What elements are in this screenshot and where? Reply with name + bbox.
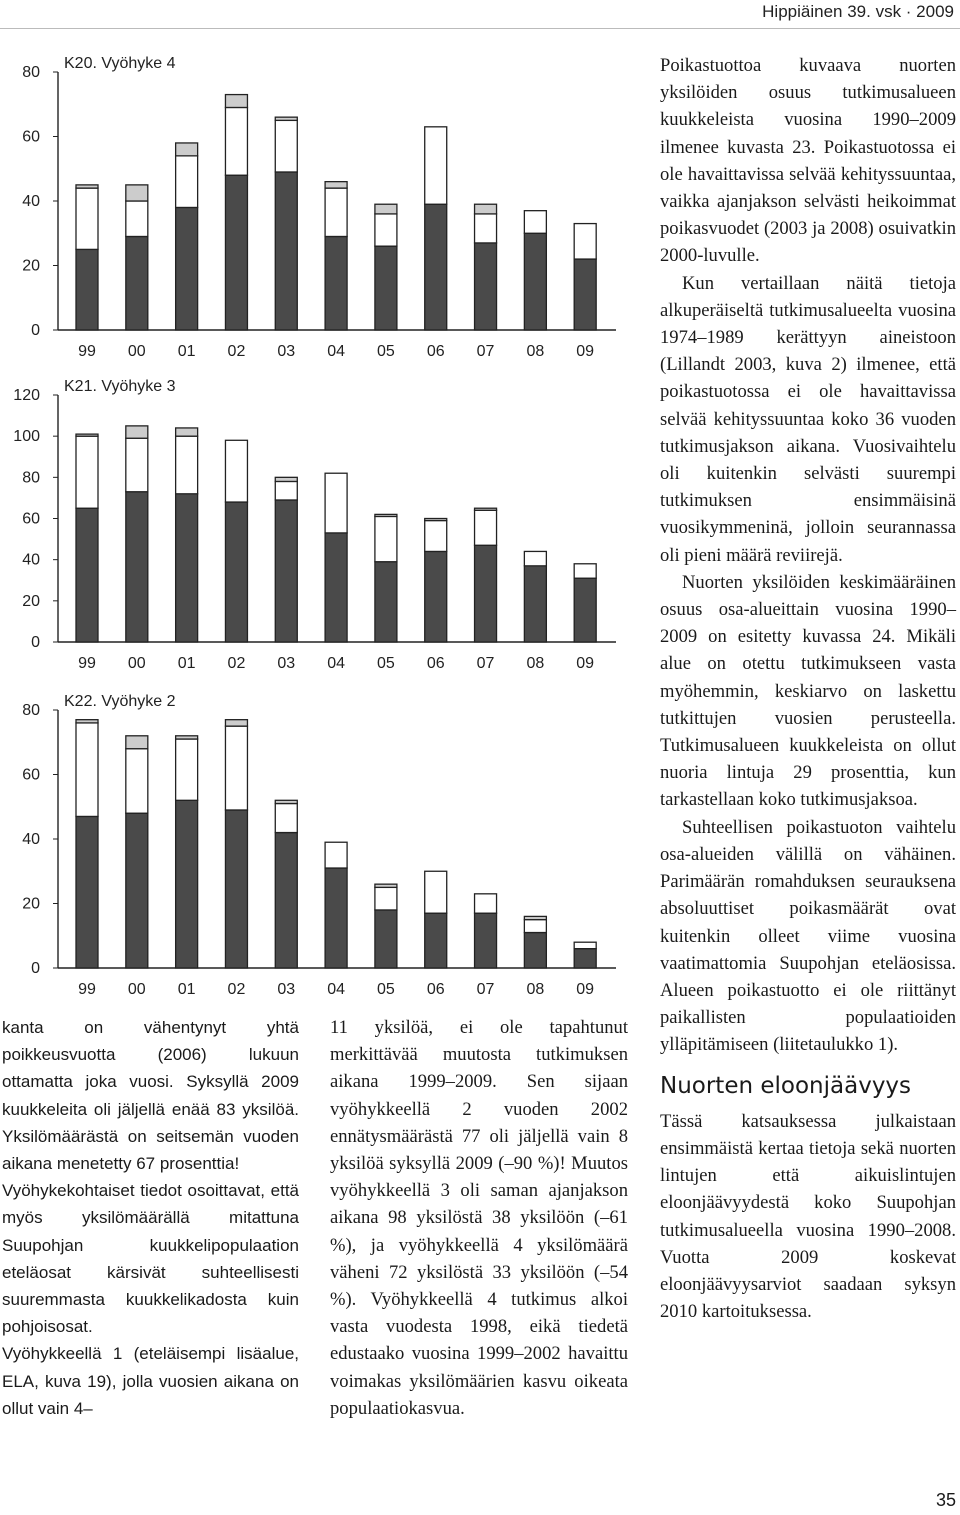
bar-segment xyxy=(325,533,347,642)
x-tick-label: 07 xyxy=(476,655,495,672)
bar-segment xyxy=(126,749,148,814)
bar-segment xyxy=(76,436,98,508)
running-header: Hippiäinen 39. vsk · 2009 xyxy=(762,2,954,21)
bar-segment xyxy=(524,933,546,968)
y-tick-label: 20 xyxy=(22,257,40,275)
y-tick-label: 40 xyxy=(22,551,40,569)
x-tick-label: 08 xyxy=(526,343,545,360)
bar-segment xyxy=(176,736,198,739)
bar-segment xyxy=(176,739,198,800)
x-tick-label: 09 xyxy=(576,655,595,672)
bar-segment xyxy=(524,566,546,642)
x-tick-label: 06 xyxy=(426,981,445,998)
bar-segment xyxy=(225,175,247,330)
bar-segment xyxy=(126,185,148,201)
figures-k20-k21-k22 xyxy=(0,30,640,1010)
paragraph: Kun vertaillaan näitä tietoja alkuperäiseltä tutkimusalueelta vuosina 1974–1989 kerättyyn aineistoon (Lillandt 2003, kuva 2) ilmenee, että poikastuotossa ei ole havaittavissa selvää kehityssuuntaa koko 36 vuoden tutkimusjakson aikana. Vuosivaihtelu oli kuitenkin selvästi suurempi tutkimuksen ensimmäisinä vuosikymmeninä, jolloin seurannassa oli pieni määrä reviirejä. xyxy=(660,272,956,566)
x-tick-label: 03 xyxy=(277,981,296,998)
x-tick-label: 06 xyxy=(426,655,445,672)
bar-segment xyxy=(76,188,98,249)
bar-segment xyxy=(574,259,596,330)
y-tick-label: 20 xyxy=(22,895,40,913)
x-tick-label: 04 xyxy=(327,343,345,360)
bar-segment xyxy=(225,502,247,642)
x-tick-label: 03 xyxy=(277,655,296,672)
x-tick-label: 07 xyxy=(476,981,495,998)
bar-segment xyxy=(76,720,98,723)
y-tick-label: 100 xyxy=(13,428,40,446)
bar-segment xyxy=(275,804,297,833)
bar-segment xyxy=(275,477,297,481)
bar-segment xyxy=(275,120,297,172)
y-tick-label: 0 xyxy=(31,960,40,977)
x-tick-label: 08 xyxy=(526,655,545,672)
bar-segment xyxy=(176,207,198,330)
y-tick-label: 60 xyxy=(22,128,40,146)
bar-segment xyxy=(76,185,98,188)
y-tick-label: 60 xyxy=(22,510,40,528)
bar-segment xyxy=(325,182,347,188)
y-tick-label: 20 xyxy=(22,592,40,610)
bar-segment xyxy=(126,201,148,236)
paragraph: kanta on vähentynyt yhtä poikkeusvuotta (2006) lukuun ottamatta joka vuosi. Syksyllä 2009 kuukkeleita oli jäljellä enää 83 yksilöä. Yksilömäärästä on seitsemän vuoden aikana menetetty 67 prosenttia! xyxy=(2,1018,299,1174)
bar-segment xyxy=(524,920,546,933)
bar-segment xyxy=(176,143,198,156)
bar-segment xyxy=(524,916,546,919)
bar-segment xyxy=(524,233,546,330)
page-number: 35 xyxy=(935,1490,956,1510)
x-tick-label: 09 xyxy=(576,981,595,998)
bar-segment xyxy=(126,236,148,330)
x-tick-label: 00 xyxy=(127,981,146,998)
chart-1 xyxy=(22,55,616,360)
bar-segment xyxy=(425,871,447,913)
bar-segment xyxy=(524,211,546,234)
bar-segment xyxy=(126,426,148,438)
bar-segment xyxy=(375,516,397,561)
bar-segment xyxy=(325,868,347,968)
x-tick-label: 05 xyxy=(377,655,395,672)
bar-segment xyxy=(375,910,397,968)
bar-segment xyxy=(275,117,297,120)
bar-segment xyxy=(76,508,98,642)
bar-segment xyxy=(475,545,497,642)
bar-segment xyxy=(375,514,397,516)
bar-segment xyxy=(375,884,397,887)
bar-segment xyxy=(425,913,447,968)
bar-segment xyxy=(574,578,596,642)
bar-segment xyxy=(225,720,247,726)
bar-segment xyxy=(176,800,198,968)
x-tick-label: 02 xyxy=(227,655,246,672)
bar-segment xyxy=(275,172,297,330)
bar-segment xyxy=(574,949,596,968)
chart-3 xyxy=(22,693,616,998)
chart-2 xyxy=(13,378,616,672)
chart-title: K22. Vyöhyke 2 xyxy=(64,693,176,710)
bar-segment xyxy=(425,519,447,521)
x-tick-label: 08 xyxy=(526,981,545,998)
bar-segment xyxy=(325,236,347,330)
bar-segment xyxy=(275,481,297,500)
right-column-text xyxy=(660,52,956,1325)
bar-segment xyxy=(425,521,447,552)
bar-segment xyxy=(425,551,447,642)
bar-segment xyxy=(475,894,497,913)
bar-segment xyxy=(574,942,596,948)
x-tick-label: 99 xyxy=(78,655,96,672)
bar-segment xyxy=(76,249,98,330)
x-tick-label: 00 xyxy=(127,655,146,672)
bar-segment xyxy=(524,551,546,565)
x-tick-label: 99 xyxy=(78,343,96,360)
x-tick-label: 06 xyxy=(426,343,445,360)
bar-segment xyxy=(76,434,98,436)
bar-segment xyxy=(375,214,397,246)
paragraph: Vyöhykkeellä 1 (eteläisempi lisäalue, ELA, kuva 19), jolla vuosien aikana on ollut vain 4– xyxy=(2,1344,299,1418)
bar-segment xyxy=(176,494,198,642)
bar-segment xyxy=(475,510,497,545)
bar-segment xyxy=(475,913,497,968)
bar-segment xyxy=(225,440,247,502)
bar-segment xyxy=(225,810,247,968)
x-tick-label: 05 xyxy=(377,343,395,360)
left-column-text xyxy=(2,1014,299,1422)
section-heading: Nuorten eloonjäävyys xyxy=(660,1072,912,1099)
chart-title: K21. Vyöhyke 3 xyxy=(64,378,176,395)
x-tick-label: 05 xyxy=(377,981,395,998)
bar-segment xyxy=(225,726,247,810)
bar-segment xyxy=(475,508,497,510)
paragraph: Vyöhykekohtaiset tiedot osoittavat, että myös yksilömäärällä mitattuna Suupohjan kuukkelipopulaation eteläosat kärsivät suhteellisesti suuremmasta kuukkelikadosta kuin pohjoisosat. xyxy=(2,1181,299,1337)
bar-segment xyxy=(126,813,148,968)
bar-segment xyxy=(225,107,247,175)
bar-segment xyxy=(425,127,447,204)
bar-segment xyxy=(176,436,198,494)
bar-segment xyxy=(126,438,148,492)
middle-column-text xyxy=(330,1014,628,1422)
header-rule xyxy=(0,28,960,29)
paragraph: 11 yksilöä, ei ole tapahtunut merkittävää muutosta tutkimuksen aikana 1999–2009. Sen sijaan vyöhykkeellä 2 vuoden 2002 ennätysmäärästä 77 oli jäljellä vain 8 yksilöä syksyllä 2009 (–90 %)! Muutos vyöhykkeellä 3 oli saman ajanjakson aikana 98 yksilöstä 38 yksilöön (–61 %), ja vyöhykkeellä 4 yksilömäärä väheni 72 yksilöstä 33 yksilöön (–54 %). Vyöhykkeellä 4 tutkimus alkoi vasta vuodesta 1998, eikä tiedetä edustaako vuosina 1999–2002 havaittu voimakas yksilömäärien kasvu oikeata populaatiokasvua. xyxy=(330,1017,628,1419)
bar-segment xyxy=(475,204,497,214)
bar-segment xyxy=(325,842,347,868)
bar-segment xyxy=(574,224,596,259)
bar-segment xyxy=(126,492,148,642)
bar-segment xyxy=(176,156,198,208)
paragraph: Suhteellisen poikastuoton vaihtelu osa-alueiden välillä on vähäinen. Parimäärän romahduksen seurauksena absoluuttiset poikasmäärät ovat kuitenkin olleet viime vuosina vaatimattomia Suupohjan eteläosissa. Alueen poikastuotto ei ole riittänyt paikallisten populaatioiden ylläpitämiseen (liitetaulukko 1). xyxy=(660,816,956,1056)
y-tick-label: 80 xyxy=(22,702,40,719)
x-tick-label: 04 xyxy=(327,655,345,672)
bar-segment xyxy=(225,95,247,108)
y-tick-label: 80 xyxy=(22,469,40,487)
y-tick-label: 0 xyxy=(31,322,40,339)
x-tick-label: 07 xyxy=(476,343,495,360)
bar-segment xyxy=(76,816,98,968)
y-tick-label: 0 xyxy=(31,634,40,651)
bar-segment xyxy=(375,562,397,642)
bar-segment xyxy=(325,473,347,533)
bar-segment xyxy=(375,204,397,214)
paragraph: Tässä katsauksessa julkaistaan ensimmäistä kertaa tietoja sekä nuorten lintujen että aikuislintujen eloonjäävyydestä koko Suupohjan tutkimusalueella vuosina 1990–2008. Vuotta 2009 koskevat eloonjäävyysarviot saadaan syksyn 2010 kartoituksessa. xyxy=(660,1110,956,1323)
bar-segment xyxy=(325,188,347,236)
bar-segment xyxy=(375,887,397,910)
y-tick-label: 80 xyxy=(22,64,40,81)
bar-segment xyxy=(275,833,297,968)
chart-title: K20. Vyöhyke 4 xyxy=(64,55,176,72)
bar-segment xyxy=(275,800,297,803)
y-tick-label: 60 xyxy=(22,766,40,784)
paragraph: Nuorten yksilöiden keskimääräinen osuus osa-alueittain vuosina 1990–2009 on esitetty kuvassa 24. Mikäli alue on otettu tutkimukseen vasta myöhemmin, keskiarvo on laskettu tutkittujen vuosien perusteella. Tutkimusalueen kuukkeleista on ollut nuoria lintuja 29 prosenttia, kun tarkastellaan koko tutkimusjaksoa. xyxy=(660,571,956,811)
bar-segment xyxy=(375,246,397,330)
x-tick-label: 01 xyxy=(177,343,196,360)
bar-segment xyxy=(574,564,596,578)
paragraph: Poikastuottoa kuvaava nuorten yksilöiden osuus tutkimusalueen kuukkeleista vuosina 1990–2009 ilmenee kuvasta 23. Poikastuotossa ei ole havaittavissa selvää kehityssuuntaa, vaikka ajanjakson selvästi heikoimmat poikasvuodet (2003 ja 2008) osuivatkin 2000-luvulle. xyxy=(660,55,956,267)
bar-segment xyxy=(176,428,198,436)
x-tick-label: 01 xyxy=(177,655,196,672)
y-tick-label: 120 xyxy=(13,387,40,404)
bar-segment xyxy=(76,723,98,817)
x-tick-label: 04 xyxy=(327,981,345,998)
bar-segment xyxy=(475,243,497,330)
y-tick-label: 40 xyxy=(22,193,40,210)
bar-segment xyxy=(275,500,297,642)
x-tick-label: 03 xyxy=(277,343,296,360)
y-tick-label: 40 xyxy=(22,831,40,848)
x-tick-label: 02 xyxy=(227,343,246,360)
x-tick-label: 02 xyxy=(227,981,246,998)
bar-segment xyxy=(475,214,497,243)
bar-segment xyxy=(126,736,148,749)
bar-segment xyxy=(425,204,447,330)
x-tick-label: 09 xyxy=(576,343,595,360)
x-tick-label: 99 xyxy=(78,981,96,998)
x-tick-label: 01 xyxy=(177,981,196,998)
x-tick-label: 00 xyxy=(127,343,146,360)
